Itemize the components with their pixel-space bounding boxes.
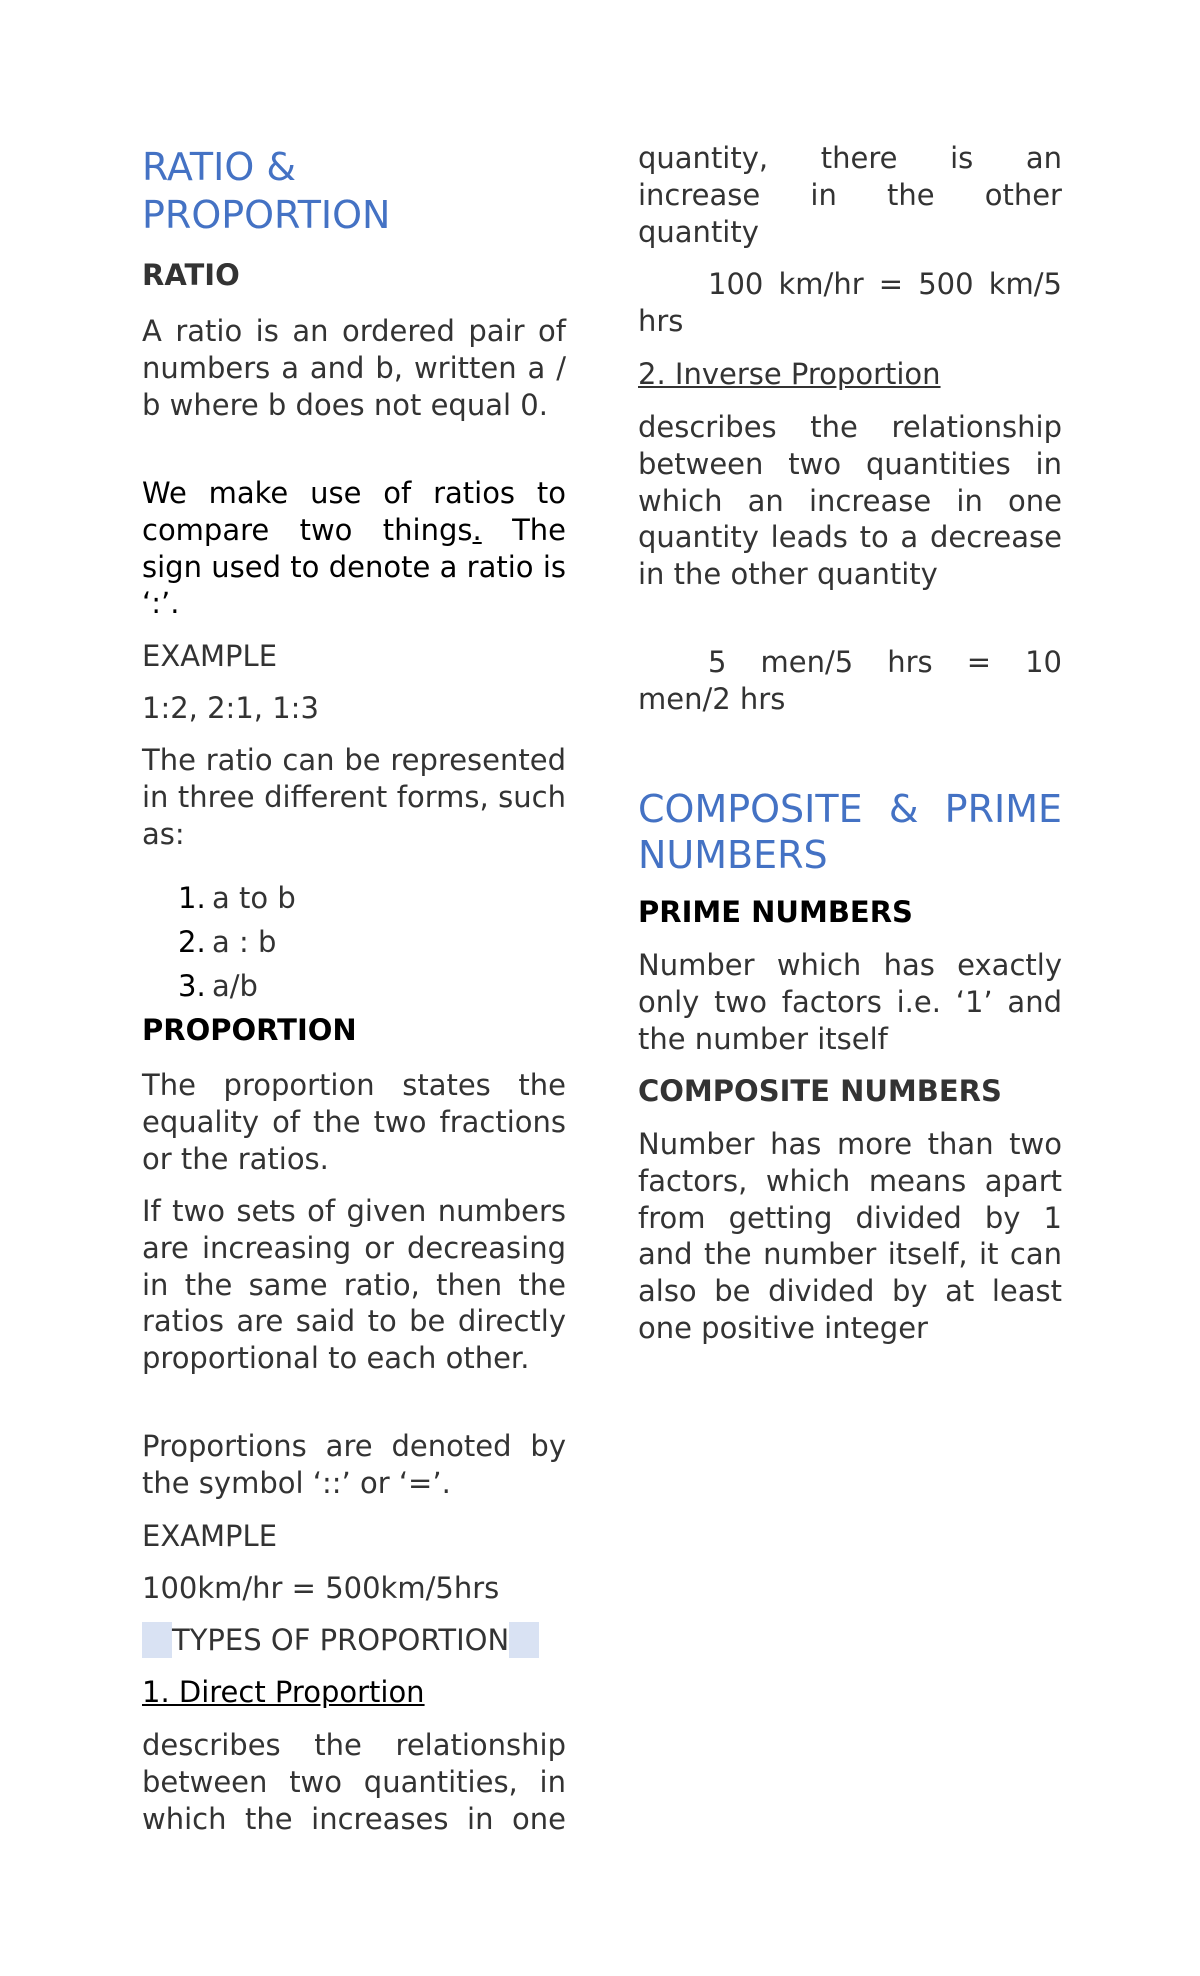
example-value-2: 100km/hr = 500km/5hrs — [142, 1571, 500, 1605]
direct-desc-start-text: describes the relationship between two quantities, in which the increases in one — [142, 1728, 566, 1836]
forms-intro: The ratio can be represented in three different forms, such as: — [142, 743, 566, 851]
ratio-definition: A ratio is an ordered pair of numbers a and b, written a / b where b does not equal 0. — [142, 314, 566, 422]
proportion-heading: PROPORTION — [142, 1013, 357, 1047]
prime-numbers-heading: PRIME NUMBERS — [638, 895, 913, 929]
section-title-ratio-proportion — [142, 143, 566, 239]
inverse-proportion-example: 5 men/5 hrs = 10 men/2 hrs — [638, 645, 1062, 716]
compare-text-dot: . — [472, 512, 482, 547]
list-number: 1. — [178, 881, 206, 915]
list-text: a : b — [212, 925, 277, 959]
inverse-proportion-heading: 2. Inverse Proportion — [638, 357, 941, 391]
directly-proportional-text: If two sets of given numbers are increasing or decreasing in the same ratio, then the ratios are said to be directly proportional to each other. — [142, 1194, 566, 1376]
list-text: a/b — [212, 969, 258, 1003]
title-line-1: RATIO & — [142, 145, 296, 189]
types-heading-text: TYPES OF PROPORTION — [172, 1623, 510, 1657]
list-number: 2. — [178, 925, 206, 959]
title-line-2: PROPORTION — [142, 193, 391, 237]
composite-title-line-2: NUMBERS — [638, 833, 828, 877]
types-heading — [142, 1622, 566, 1658]
proportion-definition: The proportion states the equality of the two fractions or the ratios. — [142, 1068, 566, 1176]
inverse-proportion-desc: describes the relationship between two quantities in which an increase in one quantity leads to a decrease in the other quantity — [638, 410, 1062, 592]
list-number: 3. — [178, 969, 206, 1003]
shade-right — [509, 1622, 539, 1658]
composite-title-line-1: COMPOSITE & PRIME — [638, 787, 1062, 831]
compare-text-a: We make use of ratios to compare two things — [142, 476, 566, 547]
ratio-compare-text — [142, 475, 566, 622]
proportion-symbol-text: Proportions are denoted by the symbol ‘::’ or ‘=’. — [142, 1429, 566, 1500]
section-title-composite-prime — [638, 786, 1062, 878]
direct-proportion-desc-end: quantity, there is an increase in the other quantity — [638, 141, 1062, 249]
shade-left — [142, 1622, 172, 1658]
example-label-1: EXAMPLE — [142, 639, 278, 673]
list-text: a to b — [212, 881, 296, 915]
example-value-1: 1:2, 2:1, 1:3 — [142, 691, 319, 725]
direct-proportion-desc-start — [142, 1727, 566, 1837]
ratio-heading: RATIO — [142, 258, 240, 292]
direct-proportion-example: 100 km/hr = 500 km/5 hrs — [638, 267, 1062, 338]
direct-proportion-heading: 1. Direct Proportion — [142, 1675, 425, 1709]
prime-numbers-desc: Number which has exactly only two factors i.e. ‘1’ and the number itself — [638, 948, 1062, 1056]
compare-text-b: The sign used to denote a ratio is ‘:’. — [142, 512, 567, 621]
composite-numbers-heading: COMPOSITE NUMBERS — [638, 1074, 1002, 1108]
example-label-2: EXAMPLE — [142, 1519, 278, 1553]
composite-numbers-desc: Number has more than two factors, which means apart from getting divided by 1 and the number itself, it can also be divided by at least one positive integer — [638, 1127, 1062, 1345]
